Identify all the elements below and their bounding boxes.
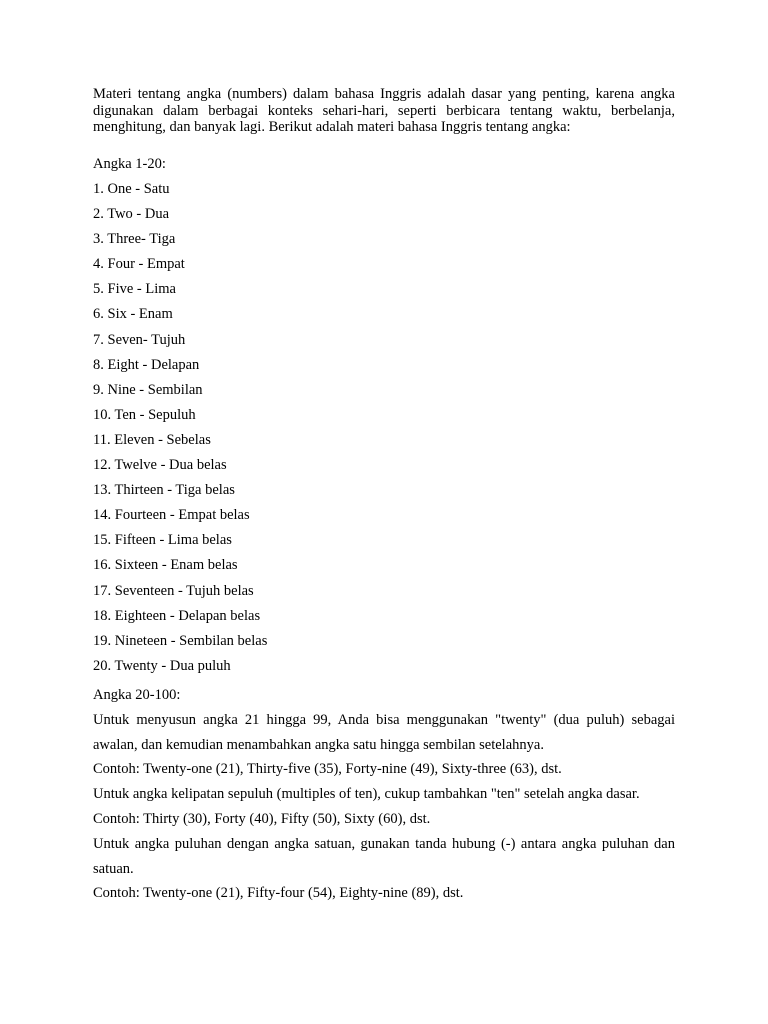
list-item: 3. Three- Tiga	[93, 231, 176, 248]
example-line: Contoh: Thirty (30), Forty (40), Fifty (50), Sixty (60), dst.	[93, 810, 431, 827]
intro-paragraph: Materi tentang angka (numbers) dalam bahasa Inggris adalah dasar yang penting, karena angka digunakan dalam berbagai konteks sehari-hari, seperti berbicara tentang waktu, berbelanja, menghitung, dan banyak lagi. Berikut adalah materi bahasa Inggris tentang angka:	[93, 86, 675, 135]
section-20-100	[93, 683, 675, 906]
list-item: 20. Twenty - Dua puluh	[93, 657, 231, 674]
paragraph: Untuk angka kelipatan sepuluh (multiples of ten), cukup tambahkan "ten" setelah angka dasar.	[93, 786, 640, 803]
list-item: 9. Nine - Sembilan	[93, 381, 203, 398]
example-line: Contoh: Twenty-one (21), Thirty-five (35), Forty-nine (49), Sixty-three (63), dst.	[93, 761, 562, 778]
list-item: 15. Fifteen - Lima belas	[93, 532, 232, 549]
list-item: 2. Two - Dua	[93, 206, 170, 223]
list-item: 8. Eight - Delapan	[93, 356, 200, 373]
list-item: 13. Thirteen - Tiga belas	[93, 482, 235, 499]
paragraph: Untuk menyusun angka 21 hingga 99, Anda bisa menggunakan "twenty" (dua puluh) sebagai awalan, dan kemudian menambahkan angka satu hingga sembilan setelahnya.	[93, 711, 675, 753]
list-item: 18. Eighteen - Delapan belas	[93, 607, 261, 624]
example-line: Contoh: Twenty-one (21), Fifty-four (54), Eighty-nine (89), dst.	[93, 885, 464, 902]
section-heading-20-100: Angka 20-100:	[93, 687, 181, 703]
list-item: 7. Seven- Tujuh	[93, 331, 186, 348]
list-item: 10. Ten - Sepuluh	[93, 406, 196, 423]
list-item: 1. One - Satu	[93, 181, 170, 197]
list-item: 6. Six - Enam	[93, 306, 173, 323]
number-list-1-20	[93, 180, 267, 682]
list-item: 17. Seventeen - Tujuh belas	[93, 582, 254, 599]
list-item: 19. Nineteen - Sembilan belas	[93, 632, 268, 649]
list-item: 14. Fourteen - Empat belas	[93, 507, 250, 524]
section-heading-1-20: Angka 1-20:	[93, 156, 166, 172]
list-item: 5. Five - Lima	[93, 281, 176, 298]
list-item: 4. Four - Empat	[93, 256, 185, 273]
paragraph: Untuk angka puluhan dengan angka satuan, gunakan tanda hubung (-) antara angka puluhan dan satuan.	[93, 835, 675, 877]
list-item: 12. Twelve - Dua belas	[93, 457, 227, 474]
list-item: 16. Sixteen - Enam belas	[93, 557, 238, 574]
list-item: 11. Eleven - Sebelas	[93, 431, 211, 448]
